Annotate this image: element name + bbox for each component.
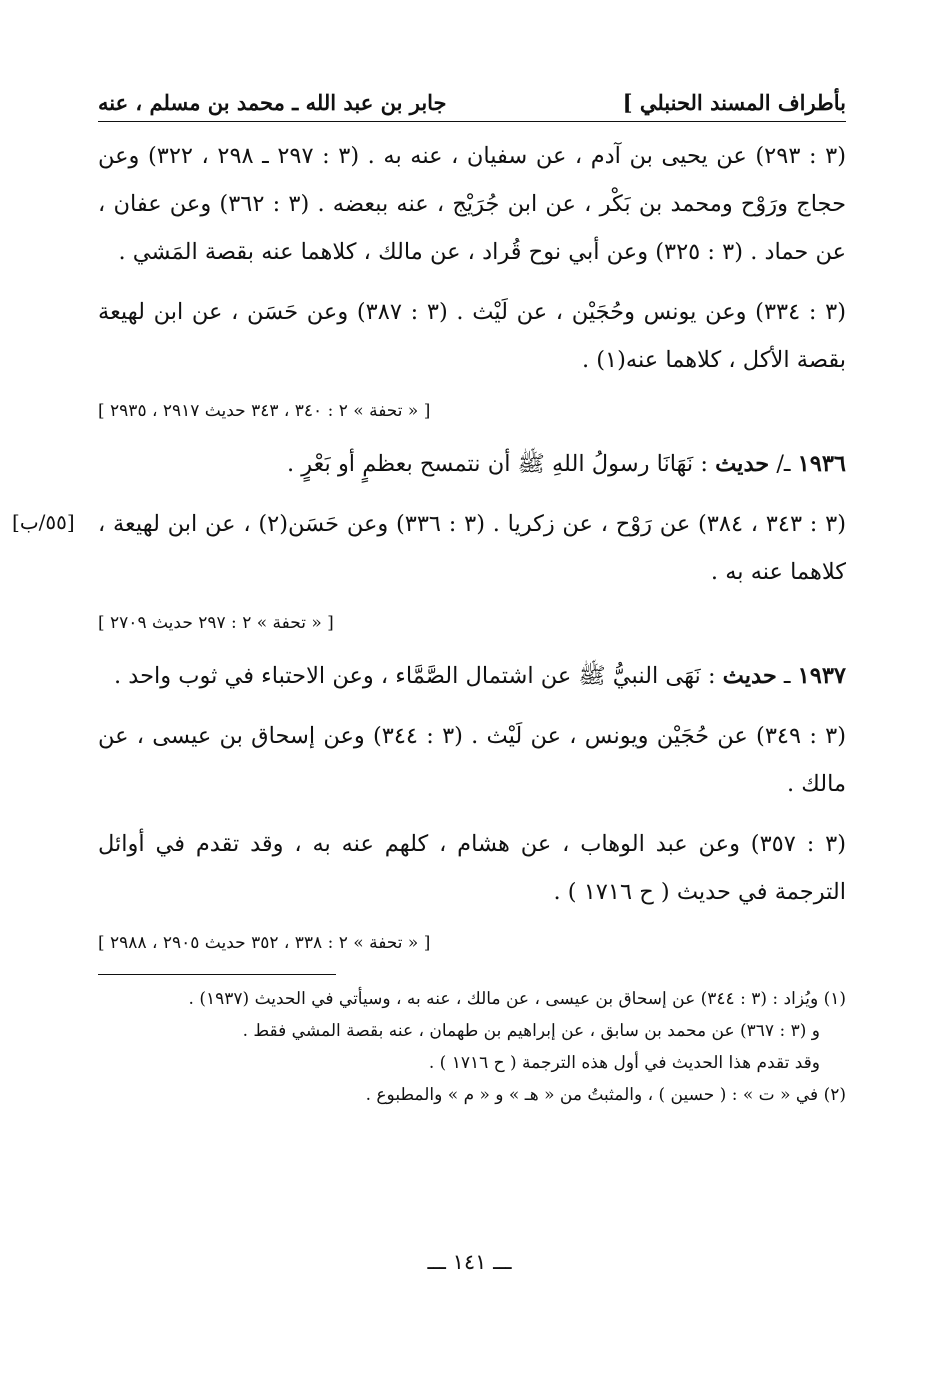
hadith-1937-heading	[98, 652, 846, 700]
paragraph: (٣ : ٣٥٧) وعن عبد الوهاب ، عن هشام ، كلهم عنه به ، وقد تقدم في أوائل الترجمة في حديث ( ح ١٧١٦ ) .	[98, 831, 846, 905]
hadith-number: ١٩٣٧	[797, 663, 846, 689]
hadith-marker: ـ/	[769, 451, 798, 477]
header-chain-title: جابر بن عبد الله ـ محمد بن مسلم ، عنه	[98, 90, 447, 115]
footnote-continuation: وقد تقدم هذا الحديث في أول هذه الترجمة ( ح ١٧١٦ ) .	[428, 1053, 820, 1073]
footnote: (١) ويُزاد : (٣ : ٣٤٤) عن إسحاق بن عيسى ، عن مالك ، عنه به ، وسيأتي في الحديث (١٩٣٧) .	[188, 989, 846, 1009]
hadith-1936-heading	[98, 440, 846, 488]
margin-folio-note: [٥٥/ب]	[12, 510, 75, 534]
hadith-text: : نَهَى النبيُّ ﷺ عن اشتمال الصَّمَّاء ، وعن الاحتباء في ثوب واحد .	[113, 663, 723, 689]
tuhfa-reference: [ « تحفة » ٢ : ٣٤٠ ، ٣٤٣ حديث ٢٩١٧ ، ٢٩٣٥ ]	[98, 401, 431, 421]
header-book-title: بأطراف المسند الحنبلي ]	[622, 90, 846, 115]
footnote: (٢) في « ت » : ( حسين ) ، والمثبتُ من « هـ » و « م » والمطبوع .	[365, 1085, 846, 1105]
paragraph: (٣ : ٣٣٤) وعن يونس وحُجَيْن ، عن لَيْث . (٣ : ٣٨٧) وعن حَسَن ، عن ابن لهيعة بقصة الأكل ، كلاهما عنه(١) .	[98, 299, 846, 373]
tuhfa-reference: [ « تحفة » ٢ : ٣٣٨ ، ٣٥٢ حديث ٢٩٠٥ ، ٢٩٨٨ ]	[98, 933, 431, 953]
paragraph: (٣ : ٣٤٩) عن حُجَيْن ويونس ، عن لَيْث . (٣ : ٣٤٤) وعن إسحاق بن عيسى ، عن مالك .	[98, 723, 847, 797]
page-number: ـــ ١٤١ ـــ	[427, 1250, 512, 1274]
hadith-keyword: حديث	[722, 663, 777, 689]
tuhfa-reference: [ « تحفة » ٢ : ٢٩٧ حديث ٢٧٠٩ ]	[98, 613, 334, 633]
paragraph: (٣ : ٢٩٣) عن يحيى بن آدم ، عن سفيان ، عنه به . (٣ : ٢٩٧ ـ ٢٩٨ ، ٣٢٢) وعن حجاج ورَوْح ومحمد بن بَكْر ، عن ابن جُرَيْج ، عنه ببعضه . (٣ : ٣٦٢) وعن عفان ، عن حماد . (٣ : ٣٢٥) وعن أبي نوح قُراد ، عن مالك ، كلاهما عنه بقصة المَشي .	[98, 143, 846, 265]
footnotes	[98, 983, 846, 1111]
footnote-continuation: و (٣ : ٣٦٧) عن محمد بن سابق ، عن إبراهيم بن طهمان ، عنه بقصة المشي فقط .	[242, 1021, 820, 1041]
hadith-number: ١٩٣٦	[797, 451, 846, 477]
hadith-keyword: حديث	[715, 451, 770, 477]
body-text	[98, 132, 846, 958]
hadith-marker: ـ	[776, 663, 798, 689]
hadith-text: : نَهَانَا رسولُ اللهِ ﷺ أن نتمسح بعظمٍ أو بَعْرٍ .	[286, 451, 716, 477]
page-content	[98, 90, 846, 1111]
footnote-divider	[98, 974, 336, 975]
running-header	[98, 90, 846, 122]
paragraph: (٣ : ٣٤٣ ، ٣٨٤) عن رَوْح ، عن زكريا . (٣ : ٣٣٦) وعن حَسَن(٢) ، عن ابن لهيعة ، كلاهما عنه به .	[98, 511, 846, 585]
